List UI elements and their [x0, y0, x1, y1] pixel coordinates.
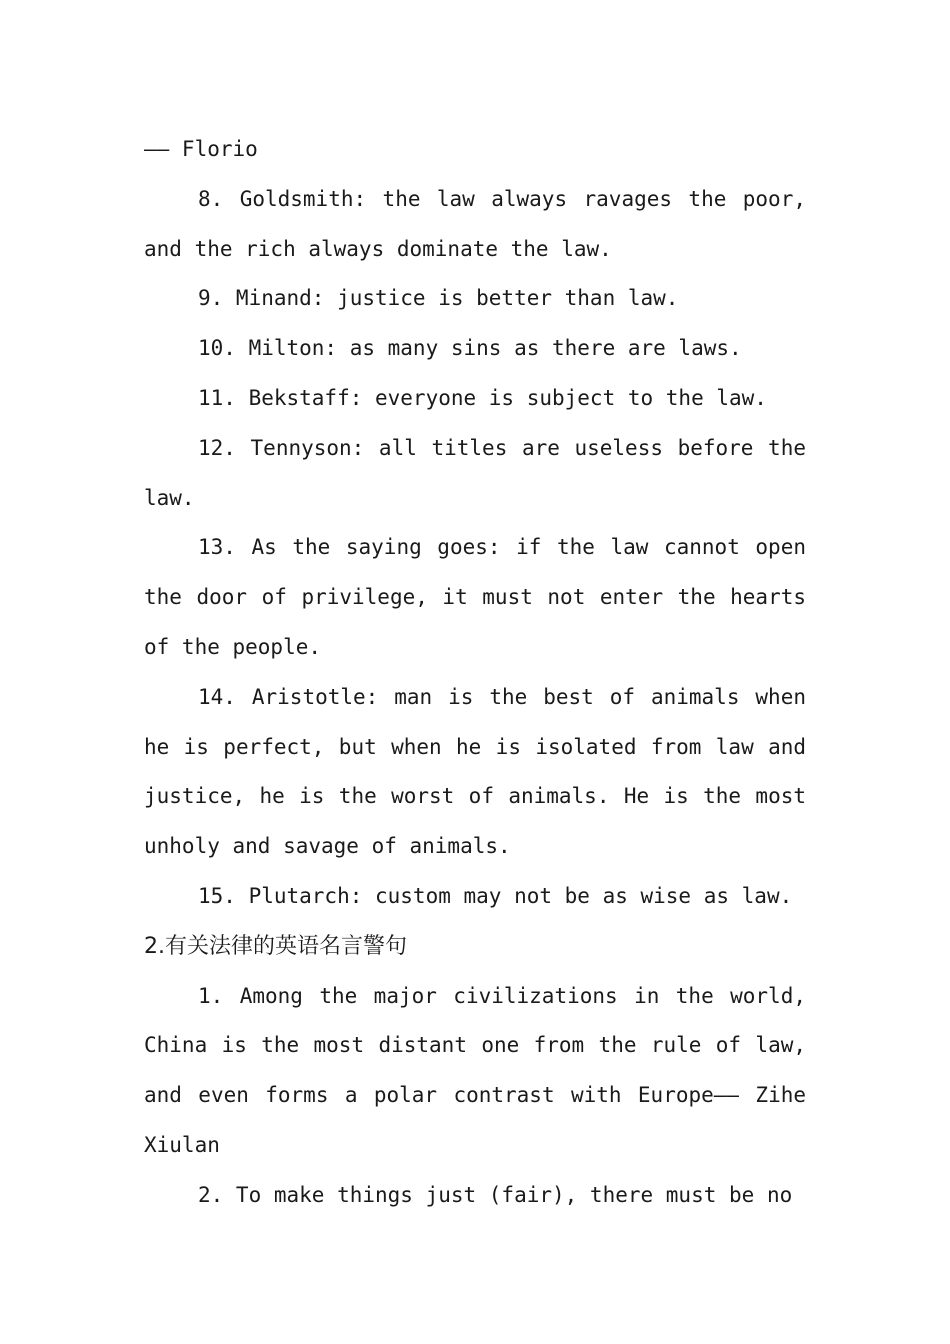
- attribution-line: —— Florio: [144, 137, 258, 161]
- quote-10: 10. Milton: as many sins as there are laws.: [198, 336, 742, 361]
- quote-13: 13. As the saying goes: if the law cannot open the door of privilege, it must not enter the hearts of the people.: [144, 535, 806, 659]
- quote-11: 11. Bekstaff: everyone is subject to the law.: [198, 385, 767, 410]
- quote-14: 14. Aristotle: man is the best of animals when he is perfect, but when he is isolated from law and justice, he is the worst of animals. He is the most unholy and savage of animals.: [144, 684, 806, 859]
- document-body: [144, 125, 806, 1221]
- section-quote-2: 2. To make things just (fair), there must be no: [198, 1182, 793, 1207]
- section-quote-1: 1. Among the major civilizations in the world, China is the most distant one from the rule of law, and even forms a polar contrast with Europe—— Zihe Xiulan: [144, 983, 806, 1157]
- quote-15: 15. Plutarch: custom may not be as wise as law.: [198, 883, 793, 908]
- quote-9: 9. Minand: justice is better than law.: [198, 286, 679, 311]
- quote-8: 8. Goldsmith: the law always ravages the poor, and the rich always dominate the law.: [144, 186, 806, 261]
- section-heading: 2.有关法律的英语名言警句: [144, 933, 407, 959]
- quote-12: 12. Tennyson: all titles are useless before the law.: [144, 435, 806, 510]
